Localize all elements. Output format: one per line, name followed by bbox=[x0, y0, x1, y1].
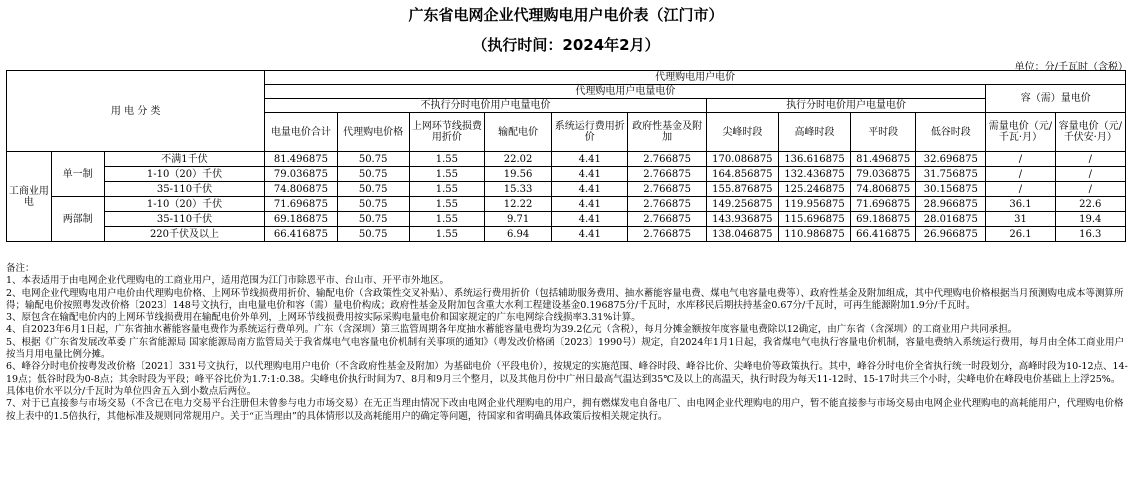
note-item: 3、原包含在输配电价内的上网环节线损费用在输配电价外单列，上网环节线损费用按实际采购电量电价和国家规定的广东电网综合线损率3.31%计算。 bbox=[6, 312, 641, 324]
col-header-transmission: 输配电价 bbox=[485, 113, 552, 152]
cell: 22.02 bbox=[485, 152, 552, 167]
page-subtitle: （执行时间：2024年2月） bbox=[472, 36, 660, 54]
cell: / bbox=[1055, 167, 1125, 182]
cell: / bbox=[1055, 152, 1125, 167]
table-row bbox=[7, 212, 1126, 227]
cell: 50.75 bbox=[337, 227, 409, 242]
cell: 2.766875 bbox=[628, 167, 706, 182]
note-item: 6、峰谷分时电价按粤发改价格〔2021〕331号文执行，以代理购电用户电价（不含政府性基金及附加）为基础电价（平段电价），按规定的实施范围、峰谷时段、峰谷比价、尖峰电价等政策执行。其中，峰谷分时电价全省执行统一时段划分，高峰时段为10-12点、14-19点；低谷时段为0-8点；其余时段为平段；峰平谷比价为1.7:1:0.38。尖峰电价执行时间为7、8月和9月三个整月，以及其他月份中广州日最高气温达到35℃及以上的高温天，执行时段为每天11-12时、15-17时共三个小时，尖峰电价在峰段电价基础上上浮25%。具体电价水平以分/千瓦时为单位四舍五入到小数点后两位。 bbox=[6, 361, 1128, 397]
table-row bbox=[7, 152, 1126, 167]
cell: / bbox=[986, 167, 1055, 182]
unit-label: 单位：分/千瓦时（含税） bbox=[1014, 62, 1128, 73]
cell: 12.22 bbox=[485, 197, 552, 212]
notes-heading: 备注： bbox=[6, 263, 35, 274]
cell: 170.086875 bbox=[706, 152, 778, 167]
cell: / bbox=[1055, 182, 1125, 197]
cell: 2.766875 bbox=[628, 152, 706, 167]
cell: 50.75 bbox=[337, 152, 409, 167]
col-header-agency-price: 代理购电价格 bbox=[337, 113, 409, 152]
col-header-peak: 高峰时段 bbox=[778, 113, 850, 152]
cell: 15.33 bbox=[485, 182, 552, 197]
table-row bbox=[7, 167, 1126, 182]
cell: 6.94 bbox=[485, 227, 552, 242]
cell: 79.036875 bbox=[851, 167, 916, 182]
cell: 1.55 bbox=[409, 227, 484, 242]
cell: 1.55 bbox=[409, 212, 484, 227]
group-label-commercial: 工商业用电 bbox=[7, 152, 52, 242]
cell: 50.75 bbox=[337, 212, 409, 227]
cell: / bbox=[986, 182, 1055, 197]
cell: 22.6 bbox=[1055, 197, 1125, 212]
cell: 69.186875 bbox=[851, 212, 916, 227]
cell: 9.71 bbox=[485, 212, 552, 227]
col-header-line-loss: 上网环节线损费用折价 bbox=[409, 113, 484, 152]
cell: 4.41 bbox=[552, 182, 628, 197]
cell: 31 bbox=[986, 212, 1055, 227]
non-tou-header: 不执行分时电价用户电量电价 bbox=[265, 99, 706, 113]
energy-price-header: 代理购电用户电量电价 bbox=[265, 85, 986, 99]
cell: 1.55 bbox=[409, 182, 484, 197]
cell: 164.856875 bbox=[706, 167, 778, 182]
notes-section bbox=[6, 263, 1128, 423]
cell: 4.41 bbox=[552, 227, 628, 242]
col-header-sharp-peak: 尖峰时段 bbox=[706, 113, 778, 152]
cell: 115.696875 bbox=[778, 212, 850, 227]
cell: 50.75 bbox=[337, 182, 409, 197]
row-label: 35-110千伏 bbox=[104, 182, 265, 197]
cell: 74.806875 bbox=[265, 182, 337, 197]
cell: 28.966875 bbox=[916, 197, 986, 212]
cell: 4.41 bbox=[552, 167, 628, 182]
col-header-demand-price: 需量电价（元/千瓦·月） bbox=[986, 113, 1055, 152]
cell: 28.016875 bbox=[916, 212, 986, 227]
col-header-gov-fund: 政府性基金及附加 bbox=[628, 113, 706, 152]
cell: 66.416875 bbox=[265, 227, 337, 242]
table-row bbox=[7, 182, 1126, 197]
cell: 69.186875 bbox=[265, 212, 337, 227]
col-header-total: 电量电价合计 bbox=[265, 113, 337, 152]
table-row bbox=[7, 227, 1126, 242]
cell: 50.75 bbox=[337, 197, 409, 212]
cell: 132.436875 bbox=[778, 167, 850, 182]
page-title: 广东省电网企业代理购电用户电价表（江门市） bbox=[408, 6, 724, 24]
cell: 1.55 bbox=[409, 167, 484, 182]
note-item: 4、自2023年6月1日起，广东省抽水蓄能容量电费作为系统运行费单列。广东（含深圳）第三监管周期各年度抽水蓄能容量电费均为39.2亿元（含税），每月分摊金额按年度容量电费除以12确定，由广东省（含深圳）的工商业用户共同承担。 bbox=[6, 324, 1018, 336]
cell: 2.766875 bbox=[628, 197, 706, 212]
tou-header: 执行分时电价用户电量电价 bbox=[706, 99, 986, 113]
cell: 2.766875 bbox=[628, 182, 706, 197]
cell: / bbox=[986, 152, 1055, 167]
cell: 26.1 bbox=[986, 227, 1055, 242]
cell: 71.696875 bbox=[851, 197, 916, 212]
cell: 79.036875 bbox=[265, 167, 337, 182]
cell: 32.696875 bbox=[916, 152, 986, 167]
table-row bbox=[7, 197, 1126, 212]
cell: 125.246875 bbox=[778, 182, 850, 197]
price-table bbox=[6, 70, 1126, 242]
cell: 143.936875 bbox=[706, 212, 778, 227]
cell: 26.966875 bbox=[916, 227, 986, 242]
cell: 4.41 bbox=[552, 212, 628, 227]
cell: 1.55 bbox=[409, 152, 484, 167]
cell: 4.41 bbox=[552, 152, 628, 167]
cell: 50.75 bbox=[337, 167, 409, 182]
cell: 74.806875 bbox=[851, 182, 916, 197]
note-item: 1、本表适用于由电网企业代理购电的工商业用户，适用范围为江门市除恩平市、台山市、开平市外地区。 bbox=[6, 275, 450, 287]
cell: 36.1 bbox=[986, 197, 1055, 212]
row-label: 220千伏及以上 bbox=[104, 227, 265, 242]
cell: 136.616875 bbox=[778, 152, 850, 167]
row-label: 1-10（20）千伏 bbox=[104, 197, 265, 212]
cell: 155.876875 bbox=[706, 182, 778, 197]
cell: 66.416875 bbox=[851, 227, 916, 242]
row-label: 35-110千伏 bbox=[104, 212, 265, 227]
group-label-single: 单一制 bbox=[51, 152, 104, 197]
agency-price-header: 代理购电用户电价 bbox=[265, 71, 1126, 85]
group-label-dual: 两部制 bbox=[51, 197, 104, 242]
cell: 2.766875 bbox=[628, 212, 706, 227]
row-label: 不满1千伏 bbox=[104, 152, 265, 167]
cell: 4.41 bbox=[552, 197, 628, 212]
cell: 110.986875 bbox=[778, 227, 850, 242]
cell: 30.156875 bbox=[916, 182, 986, 197]
note-item: 7、对于已直接参与市场交易（不含已在电力交易平台注册但未曾参与电力市场交易）在无正当理由情况下改由电网企业代理购电的用户，拥有燃煤发电自备电厂、由电网企业代理购电的用户，暂不能直接参与市场交易由电网企业代理购电的高耗能用户，代理购电价格按上表中的1.5倍执行，其他标准及规则同常规用户。关于“正当理由”的具体情形以及高耗能用户的确定等问题，待国家和省明确具体政策后按相关规定执行。 bbox=[6, 398, 1124, 422]
cell: 19.56 bbox=[485, 167, 552, 182]
col-header-valley: 低谷时段 bbox=[916, 113, 986, 152]
cell: 2.766875 bbox=[628, 227, 706, 242]
cell: 138.046875 bbox=[706, 227, 778, 242]
cell: 81.496875 bbox=[851, 152, 916, 167]
cell: 149.256875 bbox=[706, 197, 778, 212]
row-label: 1-10（20）千伏 bbox=[104, 167, 265, 182]
cell: 71.696875 bbox=[265, 197, 337, 212]
category-header: 用 电 分 类 bbox=[7, 71, 265, 152]
cell: 119.956875 bbox=[778, 197, 850, 212]
col-header-flat: 平时段 bbox=[851, 113, 916, 152]
cell: 19.4 bbox=[1055, 212, 1125, 227]
cell: 1.55 bbox=[409, 197, 484, 212]
capacity-price-header: 容（需）量电价 bbox=[986, 85, 1126, 113]
col-header-system-fee: 系统运行费用折价 bbox=[552, 113, 628, 152]
cell: 16.3 bbox=[1055, 227, 1125, 242]
col-header-capacity-price: 容量电价（元/千伏安·月） bbox=[1055, 113, 1125, 152]
cell: 31.756875 bbox=[916, 167, 986, 182]
note-item: 5、根据《广东省发展改革委 广东省能源局 国家能源局南方监管局关于我省煤电气电容量电价机制有关事项的通知》（粤发改价格函〔2023〕1990号）规定，自2024年1月1日起，我省煤电气电执行容量电价机制，容量电费纳入系统运行费用，每月由全体工商业用户按当月用电量比例分摊。 bbox=[6, 336, 1124, 361]
cell: 81.496875 bbox=[265, 152, 337, 167]
note-item: 2、电网企业代理购电用户电价由代理购电价格、上网环节线损费用折价、输配电价（含政策性交叉补贴）、系统运行费用折价（包括辅助服务费用、抽水蓄能容量电费、煤电气电容量电费等）、政府性基金及附加组成，其中代理购电价格根据当月预测购电成本等测算所得；输配电价按照粤发改价格〔2023〕148号文执行，由电量电价和容（需）量电价构成；政府性基金及附加包含重大水利工程建设基金0.196875分/千瓦时，水库移民后期扶持基金0.67分/千瓦时，可再生能源附加1.9分/千瓦时。 bbox=[6, 287, 1124, 311]
